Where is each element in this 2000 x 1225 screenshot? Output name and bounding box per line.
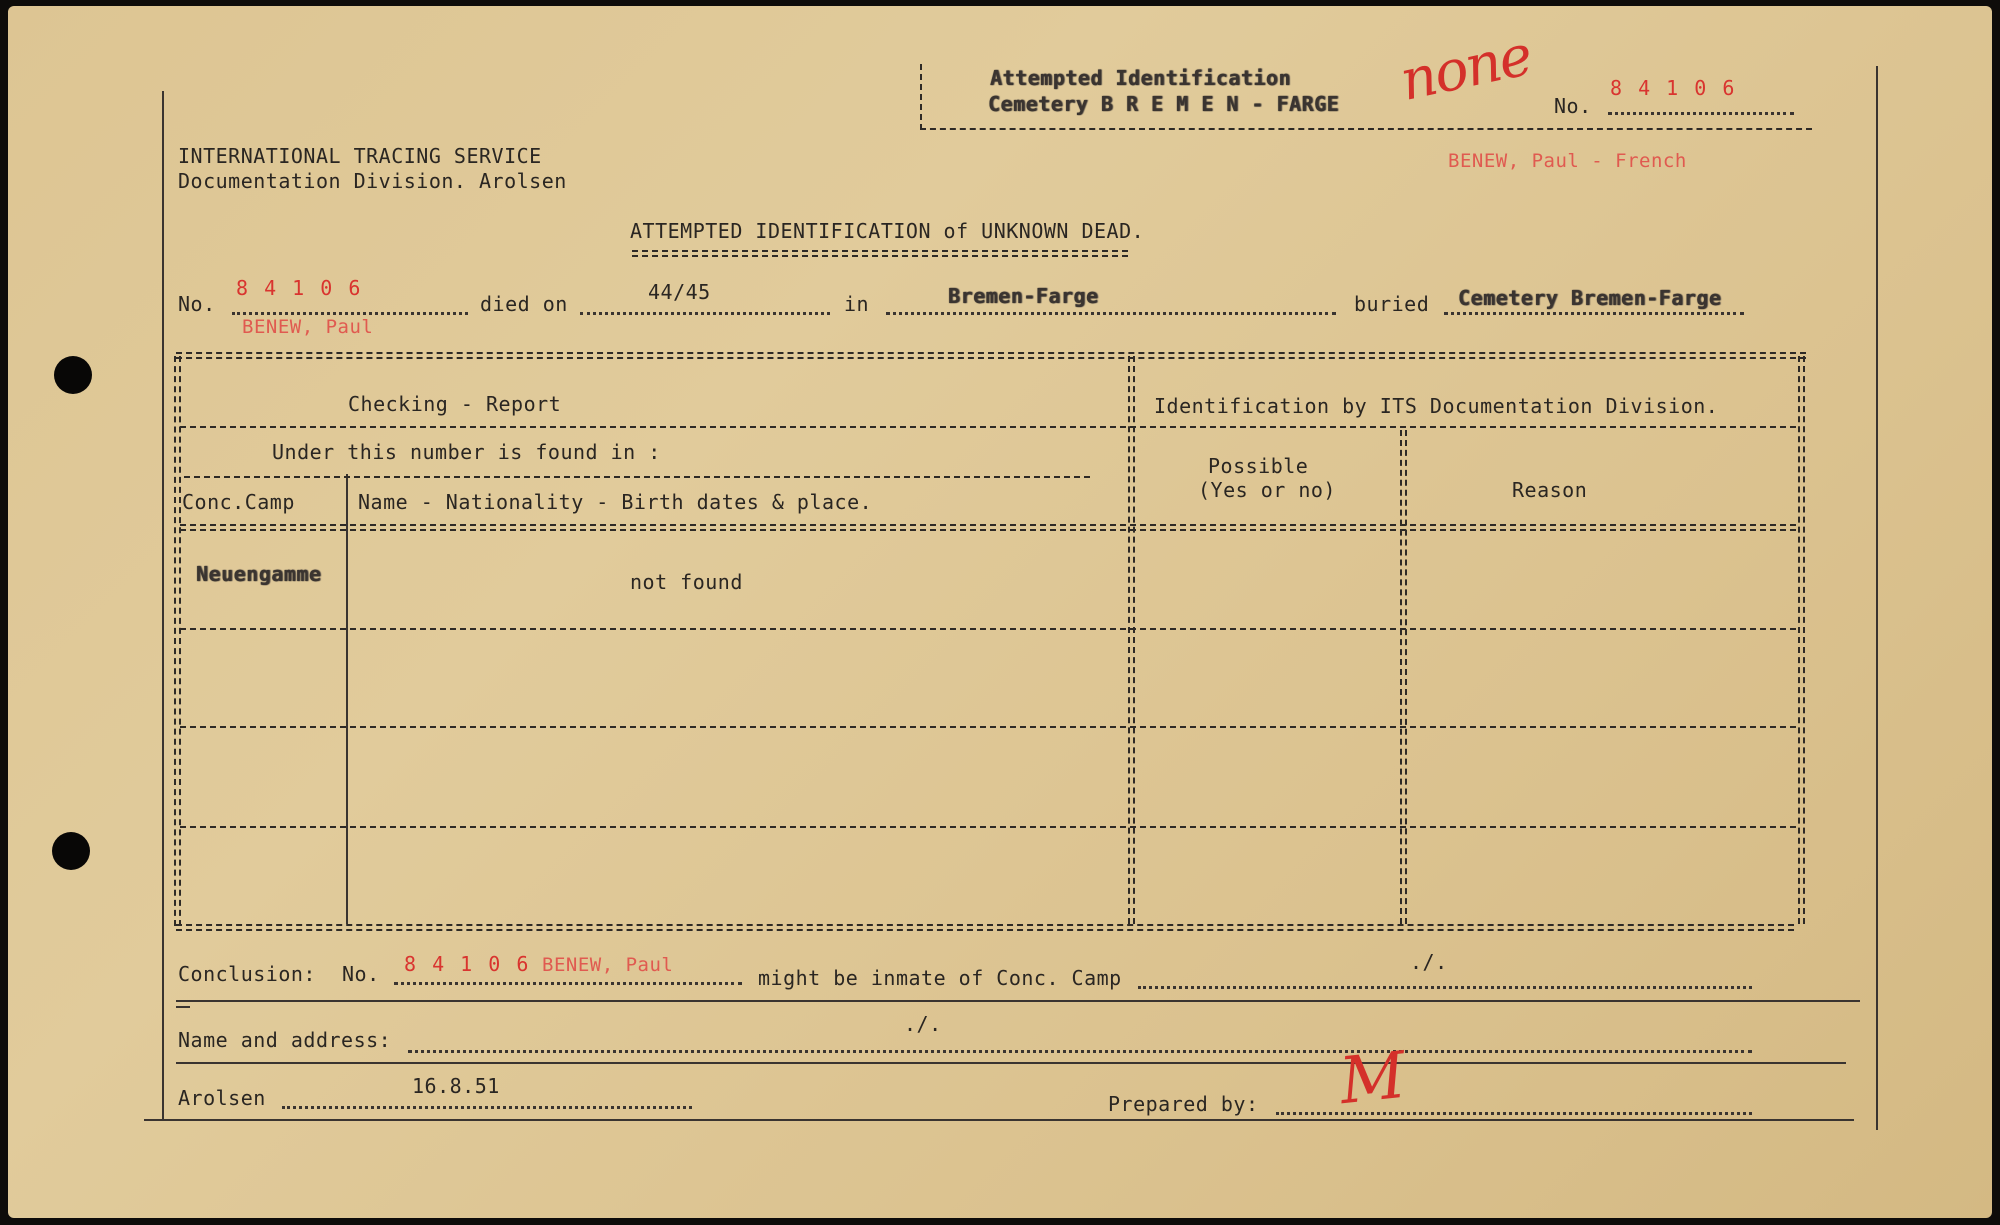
table-bottom-border xyxy=(176,924,1794,926)
col-name-header: Name - Nationality - Birth dates & place. xyxy=(358,490,873,514)
person-header-red: BENEW, Paul - French xyxy=(1448,150,1687,172)
conclusion-no-value: 8 4 1 0 6 xyxy=(404,952,531,976)
died-on-value: 44/45 xyxy=(648,280,711,304)
frame-left-line xyxy=(162,91,164,1121)
died-on-label: died on xyxy=(480,292,568,316)
col-reason-header: Reason xyxy=(1512,478,1588,502)
col-possible-header-2: (Yes or no) xyxy=(1198,478,1336,502)
conclusion-rule xyxy=(176,1000,1860,1002)
header-row-line xyxy=(180,426,1796,428)
might-be-label: might be inmate of Conc. Camp xyxy=(758,966,1122,990)
stamp-no-value: 8 4 1 0 6 xyxy=(1610,76,1737,100)
footer-date-dots xyxy=(282,1100,692,1109)
checking-report-label: Checking - Report xyxy=(348,392,562,416)
stamp-box-bottom xyxy=(920,128,1812,130)
died-on-dots xyxy=(580,306,830,315)
division-name: Documentation Division. Arolsen xyxy=(178,169,567,193)
footer-date: 16.8.51 xyxy=(412,1074,500,1098)
identification-header: Identification by ITS Documentation Division. xyxy=(1154,394,1719,418)
punch-hole-top xyxy=(54,356,92,394)
table-top-border xyxy=(176,352,1806,354)
stamp-line-2: Cemetery B R E M E N - FARGE xyxy=(988,92,1340,116)
buried-value: Cemetery Bremen-Farge xyxy=(1458,286,1722,310)
document-card xyxy=(8,6,1992,1218)
footer-place: Arolsen xyxy=(178,1086,266,1110)
conclusion-label: Conclusion: xyxy=(178,962,316,986)
name-address-value: ./. xyxy=(904,1012,942,1036)
stamp-line-1: Attempted Identification xyxy=(990,66,1291,90)
in-value: Bremen-Farge xyxy=(948,284,1099,308)
col-possible-header-1: Possible xyxy=(1208,454,1309,478)
buried-label: buried xyxy=(1354,292,1430,316)
stamp-no-label: No. xyxy=(1554,94,1592,118)
col-camp-header: Conc.Camp xyxy=(182,490,295,514)
frame-bottom-line xyxy=(144,1119,1854,1121)
table-row-camp: Neuengamme xyxy=(196,562,322,586)
name-address-rule xyxy=(176,1062,1846,1064)
row-line-2 xyxy=(180,726,1796,728)
row-line-3 xyxy=(180,826,1796,828)
table-divider-main xyxy=(1128,356,1130,924)
conclusion-no-dots xyxy=(394,976,742,985)
conclusion-short-rule xyxy=(176,1006,190,1008)
row-line-1 xyxy=(180,628,1796,630)
record-name-red: BENEW, Paul xyxy=(242,316,374,338)
column-header-underline xyxy=(180,524,1796,526)
table-divider-camp xyxy=(346,474,348,924)
conclusion-camp-dots xyxy=(1138,980,1752,989)
title-underline xyxy=(632,250,1128,252)
stamp-box-left xyxy=(920,64,922,130)
org-name: INTERNATIONAL TRACING SERVICE xyxy=(178,144,542,168)
record-no-dots xyxy=(232,306,468,315)
prepared-by-label: Prepared by: xyxy=(1108,1092,1259,1116)
table-row-name: not found xyxy=(630,570,743,594)
punch-hole-bottom xyxy=(52,832,90,870)
conclusion-no-label: No. xyxy=(342,962,380,986)
conclusion-camp-value: ./. xyxy=(1410,950,1448,974)
table-right-border xyxy=(1798,356,1800,924)
table-left-border xyxy=(174,356,176,926)
table-divider-possible xyxy=(1400,430,1402,924)
name-address-dots xyxy=(408,1044,1752,1053)
frame-right-line xyxy=(1876,66,1878,1130)
subheader-line xyxy=(184,476,1090,478)
in-label: in xyxy=(844,292,870,316)
handwritten-initial: M xyxy=(1336,1038,1410,1120)
handwritten-none: none xyxy=(1394,23,1537,114)
stamp-no-dots xyxy=(1608,106,1794,115)
under-number-label: Under this number is found in : xyxy=(272,440,661,464)
record-no-label: No. xyxy=(178,292,216,316)
document-title: ATTEMPTED IDENTIFICATION of UNKNOWN DEAD. xyxy=(630,219,1145,243)
conclusion-name-red: BENEW, Paul xyxy=(542,954,674,976)
record-no-value: 8 4 1 0 6 xyxy=(236,276,363,300)
name-address-label: Name and address: xyxy=(178,1028,392,1052)
